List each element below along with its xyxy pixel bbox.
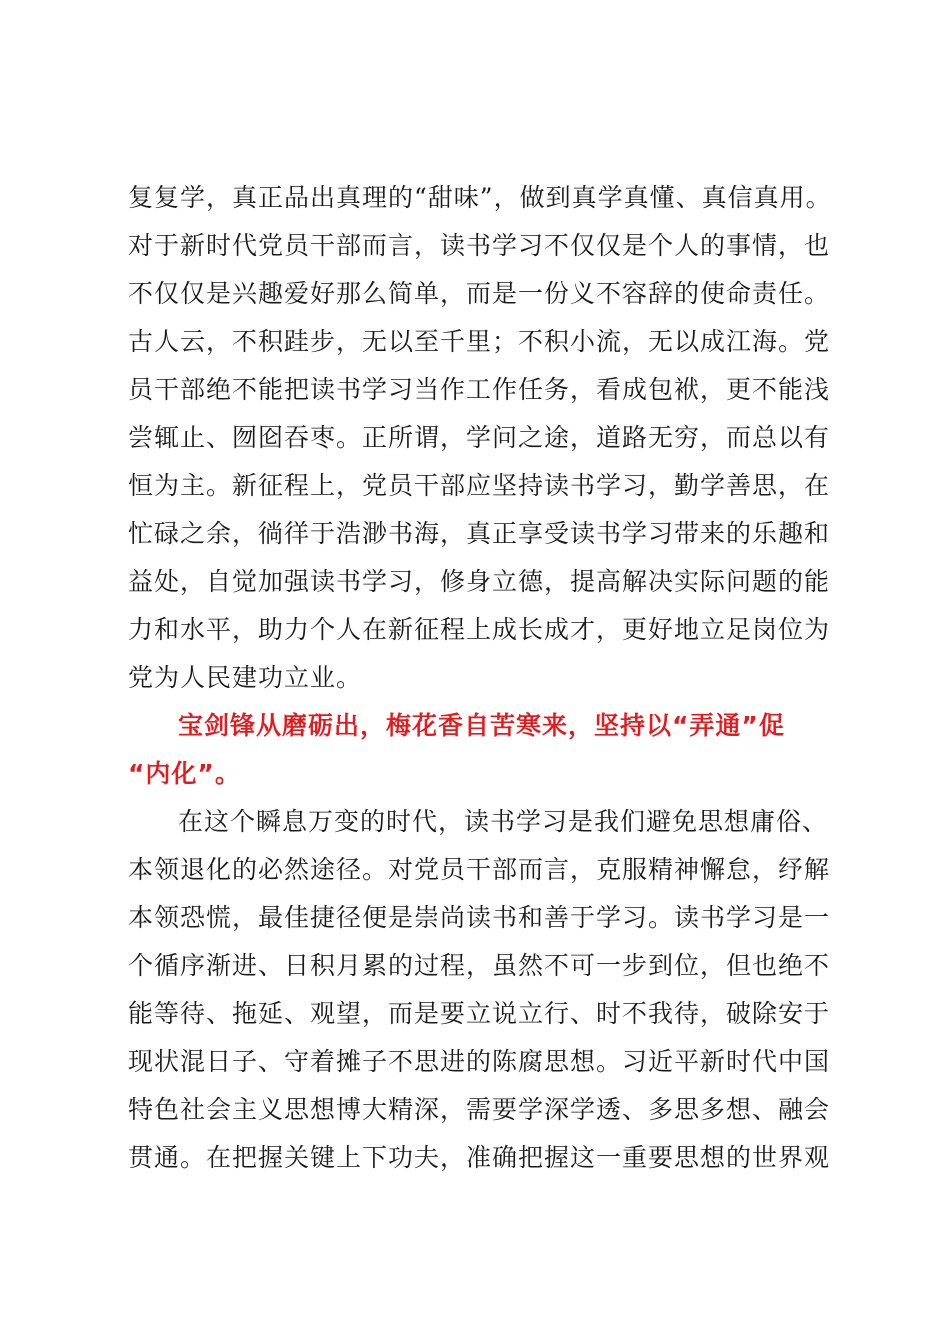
text-line: 尝辄止、囫囵吞枣。正所谓，学问之途，道路无穷，而总以有 bbox=[128, 423, 831, 452]
text-line: 员干部绝不能把读书学习当作工作任务，看成包袱，更不能浅 bbox=[128, 375, 831, 404]
text-line: 忙碌之余，徜徉于浩渺书海，真正享受读书学习带来的乐趣和 bbox=[128, 519, 831, 548]
text-line: 本领退化的必然途径。对党员干部而言，克服精神懈怠，纾解 bbox=[128, 855, 831, 884]
text-line: 对于新时代党员干部而言，读书学习不仅仅是个人的事情，也 bbox=[128, 231, 831, 260]
text-line: 复复学，真正品出真理的“甜味”，做到真学真懂、真信真用。 bbox=[128, 183, 832, 212]
text-line: 恒为主。新征程上，党员干部应坚持读书学习，勤学善思，在 bbox=[128, 471, 831, 500]
text-line: 现状混日子、守着摊子不思进的陈腐思想。习近平新时代中国 bbox=[128, 1047, 831, 1076]
text-line: 不仅仅是兴趣爱好那么简单，而是一份义不容辞的使命责任。 bbox=[128, 279, 831, 308]
text-line: 党为人民建功立业。 bbox=[128, 663, 363, 692]
text-line: 能等待、拖延、观望，而是要立说立行、时不我待，破除安于 bbox=[128, 999, 831, 1028]
text-line: 益处，自觉加强读书学习，修身立德，提高解决实际问题的能 bbox=[128, 567, 831, 596]
heading-line: 宝剑锋从磨砺出，梅花香自苦寒来，坚持以“弄通”促 bbox=[178, 711, 785, 740]
paragraph-1 bbox=[128, 174, 838, 702]
text-line: 在这个瞬息万变的时代，读书学习是我们避免思想庸俗、 bbox=[178, 807, 829, 836]
text-line: 特色社会主义思想博大精深，需要学深学透、多思多想、融会 bbox=[128, 1095, 831, 1124]
text-line: 贯通。在把握关键上下功夫，准确把握这一重要思想的世界观 bbox=[128, 1143, 831, 1172]
text-line: 力和水平，助力个人在新征程上成长成才，更好地立足岗位为 bbox=[128, 615, 831, 644]
text-line: 古人云，不积跬步，无以至千里；不积小流，无以成江海。党 bbox=[128, 327, 831, 356]
text-line: 个循序渐进、日积月累的过程，虽然不可一步到位，但也绝不 bbox=[128, 951, 831, 980]
paragraph-2 bbox=[128, 798, 838, 1182]
heading-line: “内化”。 bbox=[128, 759, 241, 788]
text-line: 本领恐慌，最佳捷径便是崇尚读书和善于学习。读书学习是一 bbox=[128, 903, 831, 932]
section-heading bbox=[128, 702, 838, 798]
document-body bbox=[128, 174, 838, 1182]
